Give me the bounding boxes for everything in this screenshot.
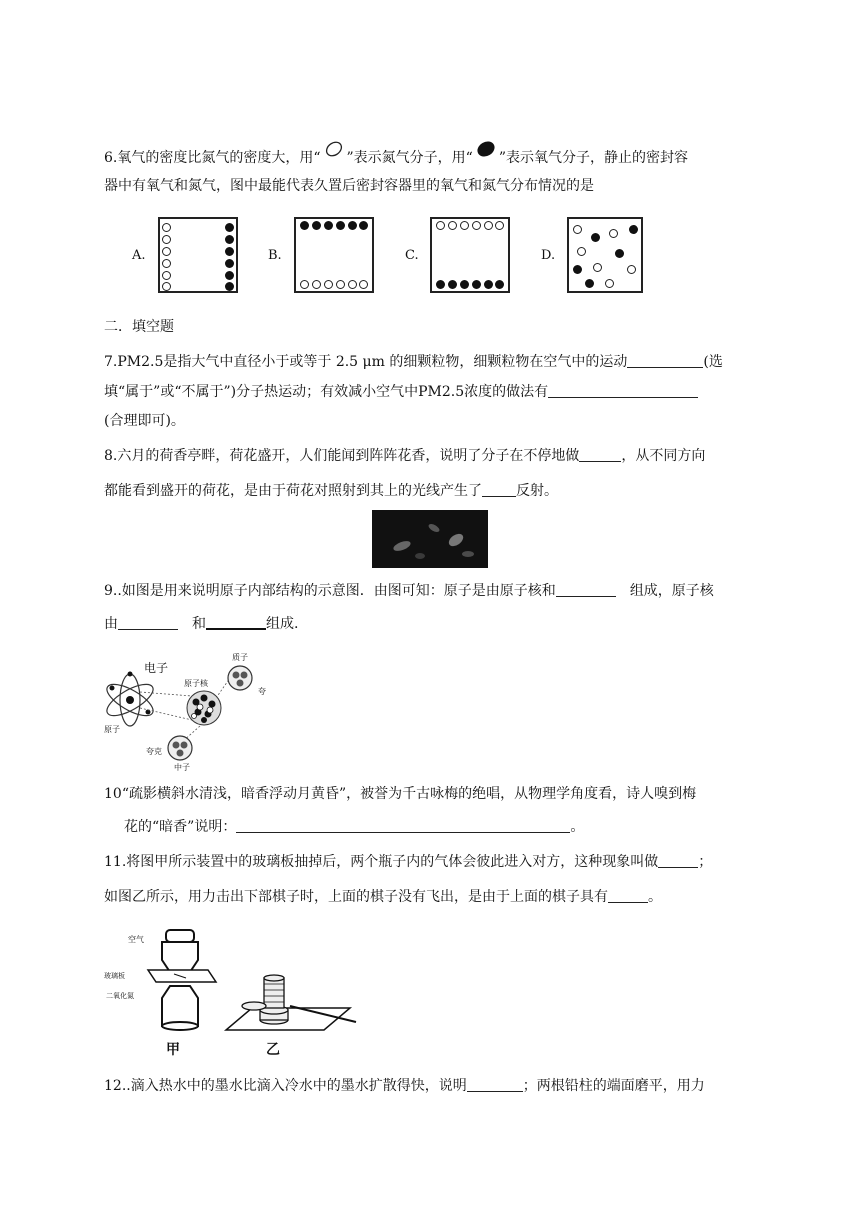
- oxygen-molecule: [300, 221, 309, 230]
- nitrogen-molecule: [605, 279, 614, 288]
- label-air: 空气: [128, 935, 144, 944]
- option-a-container: [158, 217, 238, 293]
- q12-line-1: 12..滴入热水中的墨水比滴入冷水中的墨水扩散得快，说明 ；两根铅柱的端面磨平，用力: [104, 1078, 705, 1094]
- oxygen-molecule: [448, 280, 457, 289]
- answer-blank[interactable]: [579, 447, 621, 462]
- q11-line-2: 如图乙所示，用力击出下部棋子时，上面的棋子没有飞出，是由于上面的棋子具有 。: [104, 889, 662, 905]
- section-heading: 二．填空题: [104, 319, 174, 335]
- oxygen-molecule: [359, 221, 368, 230]
- oxygen-molecule: [336, 221, 345, 230]
- oxygen-molecule: [585, 279, 594, 288]
- answer-blank[interactable]: [556, 582, 616, 597]
- option-b-container: [294, 217, 374, 293]
- nitrogen-molecule: [495, 221, 504, 230]
- label-nucleus: 原子核: [184, 679, 208, 688]
- q10-line-2: 花的“暗香”说明： 。: [124, 819, 585, 835]
- nitrogen-molecule: [312, 280, 321, 289]
- oxygen-molecule: [591, 233, 600, 242]
- diffusion-inertia-diagram: [104, 926, 362, 1060]
- oxygen-molecule: [225, 282, 234, 291]
- label-electron: 电子: [144, 661, 169, 675]
- label-yi: 乙: [266, 1042, 280, 1058]
- nitrogen-molecule: [162, 271, 171, 280]
- lotus-photo: [372, 510, 488, 568]
- nitrogen-molecule: [627, 265, 636, 274]
- nitrogen-molecule: [577, 247, 586, 256]
- label-jia: 甲: [166, 1042, 180, 1058]
- q11-line-1: 11.将图甲所示装置中的玻璃板抽掉后，两个瓶子内的气体会彼此进入对方，这种现象叫做 ；: [104, 854, 713, 870]
- option-d-container: [567, 217, 643, 293]
- q6-line-1: 6.氧气的密度比氮气的密度大，用“ ”表示氮气分子，用“ ”表示氧气分子，静止的密封容: [104, 140, 688, 176]
- q7-line-3: (合理即可)。: [104, 413, 185, 429]
- oxygen-molecule: [225, 223, 234, 232]
- q6-line-2: 器中有氧气和氮气，图中最能代表久置后密封容器里的氧气和氮气分布情况的是: [104, 178, 594, 194]
- nitrogen-molecule: [162, 282, 171, 291]
- answer-blank[interactable]: [206, 614, 266, 630]
- label-no2: 二氧化氮: [106, 992, 134, 1000]
- oxygen-molecule: [472, 280, 481, 289]
- answer-blank[interactable]: [658, 853, 698, 868]
- answer-blank[interactable]: [467, 1077, 523, 1092]
- oxygen-molecule: [629, 225, 638, 234]
- oxygen-molecule: [312, 221, 321, 230]
- nitrogen-molecule: [162, 259, 171, 268]
- nitrogen-molecule: [348, 280, 357, 289]
- answer-blank[interactable]: [627, 353, 703, 368]
- oxygen-molecule: [348, 221, 357, 230]
- oxygen-molecule: [615, 249, 624, 258]
- nitrogen-molecule: [336, 280, 345, 289]
- oxygen-molecule: [484, 280, 493, 289]
- option-d-label: D.: [541, 248, 556, 263]
- answer-blank[interactable]: [482, 482, 516, 497]
- q10-line-1: 10“疏影横斜水清浅，暗香浮动月黄昏”，被誉为千古咏梅的绝唱，从物理学角度看，诗人嗅到梅: [104, 786, 697, 802]
- q8-line-2: 都能看到盛开的荷花，是由于荷花对照射到其上的光线产生了 反射。: [104, 483, 558, 499]
- q9-line-1: 9..如图是用来说明原子内部结构的示意图．由图可知：原子是由原子核和 组成，原子核: [104, 583, 714, 599]
- nitrogen-molecule: [472, 221, 481, 230]
- q7-line-1: 7.PM2.5是指大气中直径小于或等于 2.5 μm 的细颗粒物，细颗粒物在空气中的运动 (选: [104, 354, 723, 370]
- label-quark-a: 夸: [258, 687, 266, 696]
- oxygen-molecule: [225, 235, 234, 244]
- nitrogen-molecule: [162, 235, 171, 244]
- nitrogen-molecule: [593, 263, 602, 272]
- option-b-label: B.: [268, 248, 282, 263]
- nitrogen-molecule: [162, 223, 171, 232]
- option-c-container: [430, 217, 510, 293]
- oxygen-molecule: [225, 259, 234, 268]
- label-atom: 原子: [104, 725, 120, 734]
- option-c-label: C.: [405, 248, 419, 263]
- nitrogen-molecule: [359, 280, 368, 289]
- answer-blank[interactable]: [548, 383, 698, 398]
- nitrogen-molecule: [300, 280, 309, 289]
- nitrogen-molecule: [484, 221, 493, 230]
- label-glass: 玻璃板: [104, 972, 125, 980]
- q8-line-1: 8.六月的荷香亭畔，荷花盛开，人们能闻到阵阵花香，说明了分子在不停地做 ，从不同方向: [104, 448, 706, 464]
- nitrogen-molecule: [436, 221, 445, 230]
- nitrogen-molecule: [448, 221, 457, 230]
- oxygen-molecule: [225, 247, 234, 256]
- oxygen-molecule-icon: [473, 140, 499, 176]
- oxygen-molecule: [436, 280, 445, 289]
- q9-line-2: 由 和 组成.: [104, 616, 299, 632]
- label-proton: 质子: [232, 653, 248, 662]
- oxygen-molecule: [324, 221, 333, 230]
- oxygen-molecule: [225, 271, 234, 280]
- option-a-label: A.: [132, 248, 146, 263]
- answer-blank[interactable]: [608, 888, 648, 903]
- answer-blank[interactable]: [236, 818, 570, 833]
- atom-structure-diagram: [100, 648, 276, 774]
- answer-blank[interactable]: [118, 615, 178, 630]
- nitrogen-molecule: [460, 221, 469, 230]
- nitrogen-molecule: [609, 229, 618, 238]
- oxygen-molecule: [495, 280, 504, 289]
- nitrogen-molecule: [573, 225, 582, 234]
- oxygen-molecule: [460, 280, 469, 289]
- q7-line-2: 填“属于”或“不属于”)分子热运动；有效减小空气中PM2.5浓度的做法有: [104, 382, 698, 402]
- label-quark-b: 夸克: [146, 747, 162, 756]
- nitrogen-molecule-icon: [321, 140, 347, 176]
- oxygen-molecule: [573, 265, 582, 274]
- nitrogen-molecule: [162, 247, 171, 256]
- label-neutron: 中子: [174, 763, 190, 772]
- nitrogen-molecule: [324, 280, 333, 289]
